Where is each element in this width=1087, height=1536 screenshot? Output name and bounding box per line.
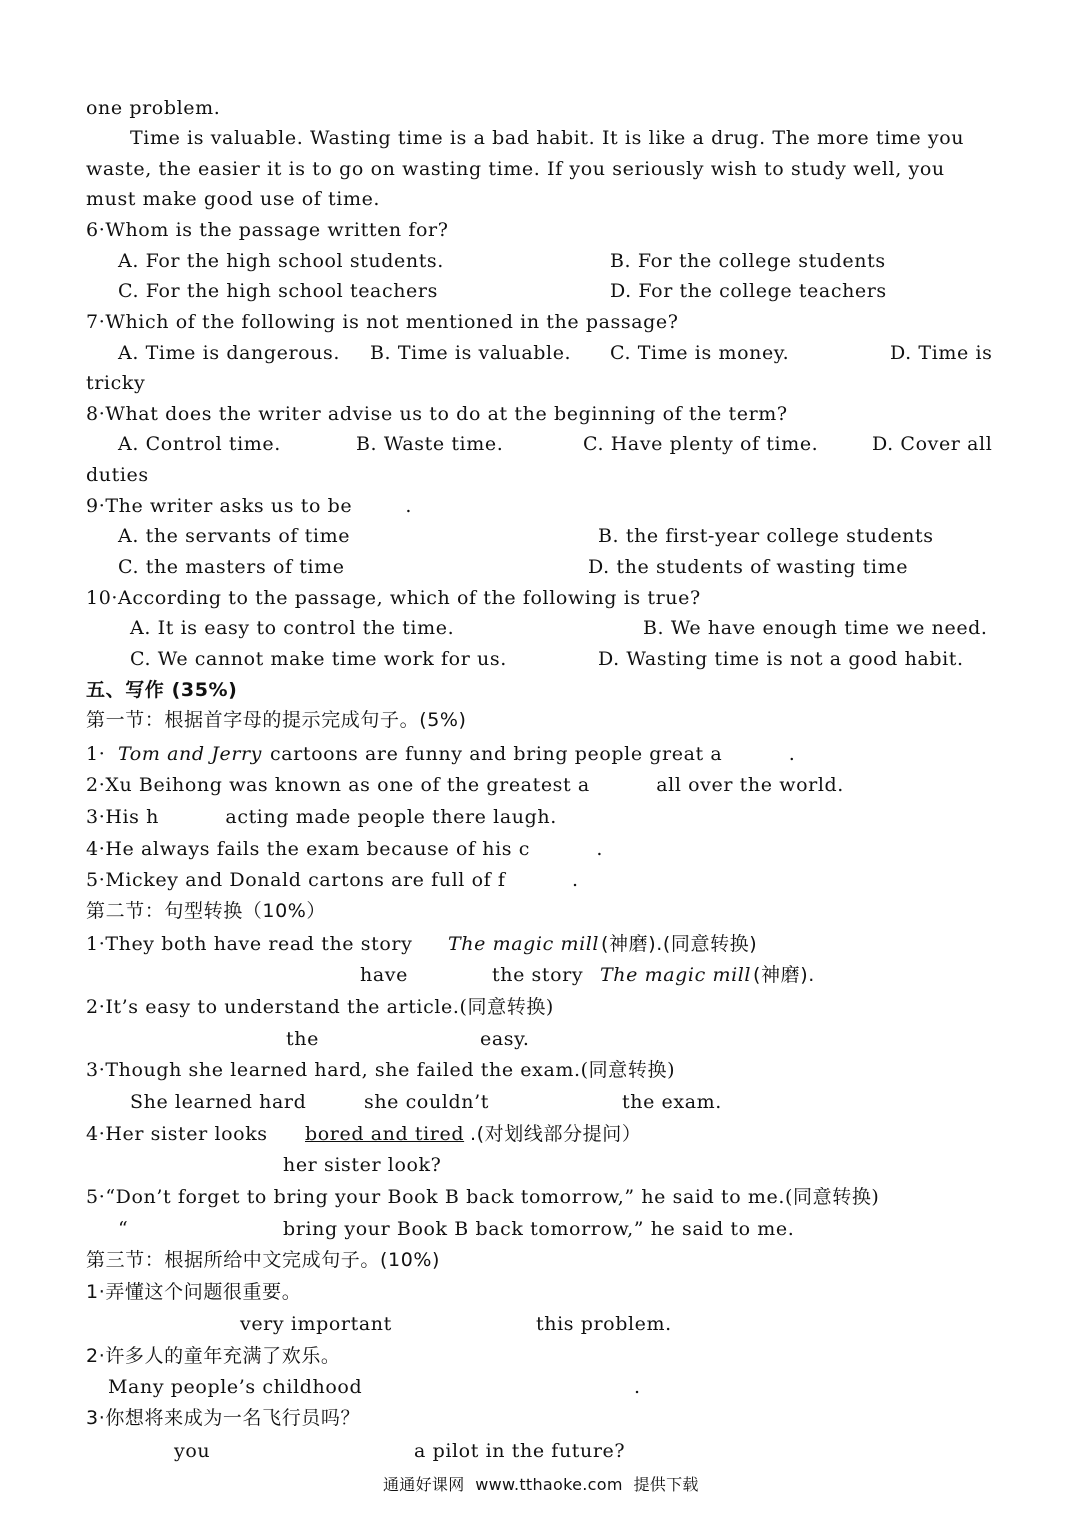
text-line: B. Waste time. [356, 433, 504, 455]
text-line: 9·The writer asks us to be . [86, 495, 413, 517]
text-line: 第二节：句型转换（10%） [86, 900, 327, 922]
text-line: A. Control time. [118, 433, 281, 455]
text-line: .(对划线部分提问） [470, 1123, 642, 1145]
text-line: this problem. [536, 1313, 672, 1335]
text-line: 5·“Don’t forget to bring your Book B back tomorrow,” he said to me.(同意转换) [86, 1186, 880, 1208]
text-line: A. For the high school students. [118, 250, 444, 272]
text-line: D. Time is [890, 342, 993, 364]
text-line: easy. [480, 1028, 530, 1050]
text-line: must make good use of time. [86, 188, 381, 210]
text-line: a pilot in the future? [414, 1440, 626, 1462]
text-line: 2·It’s easy to understand the article.(同意转换) [86, 996, 554, 1018]
text-line: bored and tired [305, 1123, 465, 1145]
text-line: 1·弄懂这个问题很重要。 [86, 1281, 302, 1303]
text-line: A. Time is dangerous. [118, 342, 340, 364]
text-line: the story [492, 964, 584, 986]
text-line: 3·你想将来成为一名飞行员吗？ [86, 1407, 361, 1429]
text-line: waste, the easier it is to go on wasting time. If you seriously wish to study well, you [86, 158, 945, 180]
text-line: D. For the college teachers [610, 280, 887, 302]
text-line: bring your Book B back tomorrow,” he said to me. [283, 1218, 795, 1240]
text-line: (神磨). [753, 964, 815, 986]
text-line: 10·According to the passage, which of the following is true? [86, 587, 701, 609]
text-line: 7·Which of the following is not mentioned in the passage? [86, 311, 679, 333]
text-line: the exam. [622, 1091, 722, 1113]
text-line: C. We cannot make time work for us. [130, 648, 507, 670]
text-line: D. the students of wasting time [588, 556, 909, 578]
text-line: 2·Xu Beihong was known as one of the greatest a all over the world. [86, 774, 844, 796]
text-line: The magic mill [448, 933, 600, 955]
text-line: one problem. [86, 97, 221, 119]
text-line: C. Have plenty of time. [583, 433, 819, 455]
text-line: 3·His h acting made people there laugh. [86, 806, 557, 828]
text-line: 第一节：根据首字母的提示完成句子。(5%) [86, 709, 467, 731]
text-line: 2·许多人的童年充满了欢乐。 [86, 1345, 341, 1367]
page-footer: 通通好课网 www.tthaoke.com 提供下载 [383, 1475, 699, 1494]
text-line: 4·He always fails the exam because of his c . [86, 838, 604, 860]
text-line: (神磨).(同意转换) [601, 933, 758, 955]
text-line: C. For the high school teachers [118, 280, 438, 302]
text-line: C. Time is money. [610, 342, 790, 364]
text-line: She learned hard [130, 1091, 307, 1113]
text-line: duties [86, 464, 149, 486]
text-line: “ [118, 1218, 129, 1240]
text-line: A. the servants of time [118, 525, 351, 547]
text-line: very important [240, 1313, 392, 1335]
text-line: her sister look? [283, 1154, 442, 1176]
text-line: D. Cover all [872, 433, 993, 455]
text-line: . [634, 1376, 641, 1398]
text-line: D. Wasting time is not a good habit. [598, 648, 964, 670]
text-line: 第三节：根据所给中文完成句子。(10%) [86, 1249, 441, 1271]
text-line: 3·Though she learned hard, she failed the exam.(同意转换) [86, 1059, 676, 1081]
text-line: 8·What does the writer advise us to do at the beginning of the term? [86, 403, 788, 425]
text-line: 5·Mickey and Donald cartons are full of f . [86, 869, 579, 891]
text-line: B. We have enough time we need. [643, 617, 988, 639]
text-line: 1· [86, 743, 106, 765]
text-line: 五、写作 (35%) [86, 679, 238, 701]
text-line: Tom and Jerry [118, 743, 263, 765]
text-line: A. It is easy to control the time. [130, 617, 455, 639]
text-line: B. Time is valuable. [370, 342, 572, 364]
text-line: 4·Her sister looks [86, 1123, 268, 1145]
text-line: have [360, 964, 408, 986]
text-line: Time is valuable. Wasting time is a bad habit. It is like a drug. The more time you [130, 127, 965, 149]
text-line: B. the first-year college students [598, 525, 934, 547]
text-line: tricky [86, 372, 146, 394]
text-line: you [174, 1440, 211, 1462]
text-line: 1·They both have read the story [86, 933, 413, 955]
text-line: C. the masters of time [118, 556, 345, 578]
text-line: Many people’s childhood [108, 1376, 363, 1398]
text-line: 6·Whom is the passage written for? [86, 219, 449, 241]
text-line: she couldn’t [364, 1091, 489, 1113]
text-line: B. For the college students [610, 250, 886, 272]
text-line: The magic mill [600, 964, 752, 986]
text-line: cartoons are funny and bring people great a . [270, 743, 796, 765]
text-line: the [286, 1028, 319, 1050]
